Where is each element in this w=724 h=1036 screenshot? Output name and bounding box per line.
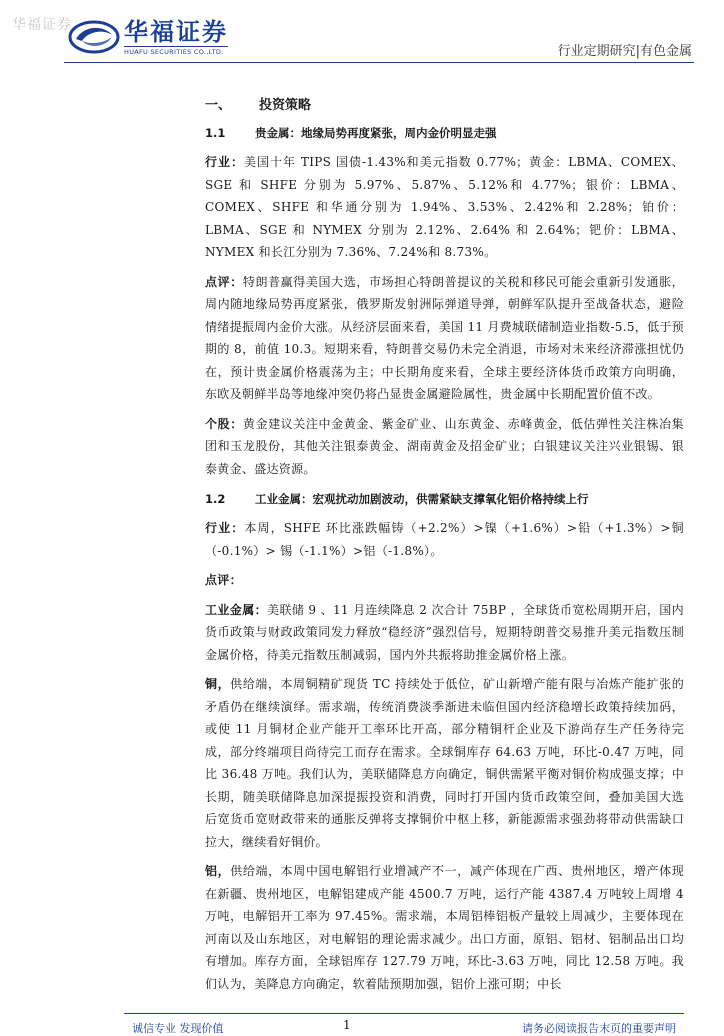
para-text: 黄金建议关注中金黄金、紫金矿业、山东黄金、赤峰黄金，低估弹性关注株冶集团和玉龙股份，其他关注银泰黄金、湖南黄金及招金矿业；白银建议关注兴业银锡、银泰黄金、盛达资源。 (205, 416, 684, 476)
section-heading-1 (205, 92, 684, 114)
subsection-title: 贵金属：地缘局势再度紧张，周内金价明显走强 (255, 126, 497, 140)
section-title: 投资策略 (259, 97, 312, 113)
paragraph-comment-precious (205, 271, 684, 406)
para-label: 点评： (205, 573, 242, 587)
logo-en-text: HUAFU SECURITIES CO.,LTD. (124, 46, 228, 56)
para-text: 美联储 9 、11 月连续降息 2 次合计 75BP ，全球货币宽松周期开启，国内货币政策与财政政策同发力释放“稳经济”强烈信号，短期特朗普交易推升美元指数压制金属价格，待美元指数压制减弱，国内外共振将助推金属价格上涨。 (205, 602, 684, 662)
report-body (205, 92, 684, 1002)
para-text: 供给端，本周中国电解铝行业增减产不一，减产体现在广西、贵州地区，增产体现在新疆、贵州地区，电解铝建成产能 4500.7 万吨，运行产能 4387.4 万吨较上周增 4 万吨，电解铝开工率为 97.45%。需求端，本周铝棒铝板产量较上周减少，主要体现在河南以及山东地区，对电解铝的理论需求减少。出口方面，原铝、铝材、铝制品出口均有增加。库存方面，全球铝库存 127.79 万吨，环比-3.63 万吨，同比 12.58 万吨。我们认为，美降息方向确定，软着陆预期加强，铝价上涨可期；中长 (205, 864, 684, 991)
para-text: 本周，SHFE 环比涨跌幅铸（+2.2%）>镍（+1.6%）>铅（+1.3%）>铜（-0.1%）> 锡（-1.1%）>铝（-1.8%）。 (205, 521, 684, 558)
company-logo (68, 14, 228, 60)
para-text: 供给端，本周铜精矿现货 TC 持续处于低位，矿山新增产能有限与冶炼产能扩张的矛盾仍在继续演绎。需求端，传统消费淡季渐进未临但国内经济稳增长政策持续加码，或使 11 月铜材企业产能开工率环比开高，部分精铜杆企业及下游尚存生产任务待完成，部分终端项目尚待完工而存在需求。全球铜库存 64.63 万吨，环比-0.47 万吨，同比 36.48 万吨。我们认为，美联储降息方向确定，铜供需紧平衡对铜价构成强支撑；中长期，随美联储降息加深提振投资和消费，同时打开国内货币政策空间，叠加美国大选后宽货币宽财政带来的通胀反弹将支撑铜价中枢上移，新能源需求强劲将带动供需缺口拉大，继续看好铜价。 (205, 677, 684, 849)
paragraph-industrial-metals (205, 599, 684, 667)
footer-disclaimer: 请务必阅读报告末页的重要声明 (522, 1022, 676, 1035)
header-divider (64, 62, 694, 63)
report-category: 行业定期研究|有色金属 (557, 44, 692, 59)
paragraph-industry-base (205, 517, 684, 562)
logo-cn-text: 华福证券 (124, 17, 228, 46)
para-label: 工业金属： (205, 602, 268, 617)
para-label: 个股： (205, 416, 243, 431)
footer-slogan: 诚信专业 发现价值 (132, 1022, 224, 1035)
para-text: 美国十年 TIPS 国债-1.43%和美元指数 0.77%；黄金：LBMA、COMEX、SGE 和 SHFE 分别为 5.97%、5.87%、5.12%和 4.77%；银价：LBMA、COMEX、SHFE 和华通分别为 1.94%、3.53%、2.42%和 2.28%；铂价：LBMA、SGE 和 NYMEX 分别为 2.12%、2.64% 和 2.64%；钯价：LBMA、NYMEX 和长江分别为 7.36%、7.24%和 8.73%。 (205, 155, 684, 259)
paragraph-aluminum (205, 860, 684, 995)
page-number: 1 (343, 1018, 351, 1032)
subsection-title: 工业金属：宏观扰动加剧波动，供需紧缺支撑氧化铝价格持续上行 (255, 492, 589, 506)
paragraph-stocks-precious (205, 413, 684, 481)
paragraph-industry-precious (205, 151, 684, 264)
subsection-heading-1-1 (205, 123, 684, 143)
para-label: 行业： (205, 521, 245, 535)
section-number: 一、 (205, 97, 232, 113)
subsection-number: 1.2 (205, 492, 226, 506)
huafu-logo-icon (68, 17, 120, 57)
watermark-text: 华福证券 (12, 17, 72, 33)
paragraph-copper (205, 673, 684, 853)
para-label: 铝， (205, 864, 231, 878)
subsection-number: 1.1 (205, 126, 226, 140)
para-label: 点评： (205, 274, 243, 289)
para-label: 行业： (205, 155, 245, 169)
para-label: 铜， (205, 677, 231, 691)
subsection-heading-1-2 (205, 489, 684, 509)
para-text: 特朗普赢得美国大选，市场担心特朗普提议的关税和移民可能会重新引发通胀，周内随地缘局势再度紧张，俄罗斯发射洲际弹道导弹，朝鲜军队提升至战备状态，避险情绪提振周内金价大涨。从经济层面来看，美国 11 月费城联储制造业指数-5.5，低于预期的 8，前值 10.3。短期来看，特朗普交易仍未完全消退，市场对未来经济滞涨担忧仍在，预计贵金属价格震荡为主；中长期角度来看，全球主要经济体货币政策方向明确，东欧及朝鲜半岛等地缘冲突仍将凸显贵金属避险属性，贵金属中长期配置价值不改。 (205, 274, 684, 401)
footer-divider (124, 1013, 684, 1014)
paragraph-comment-base (205, 569, 684, 592)
